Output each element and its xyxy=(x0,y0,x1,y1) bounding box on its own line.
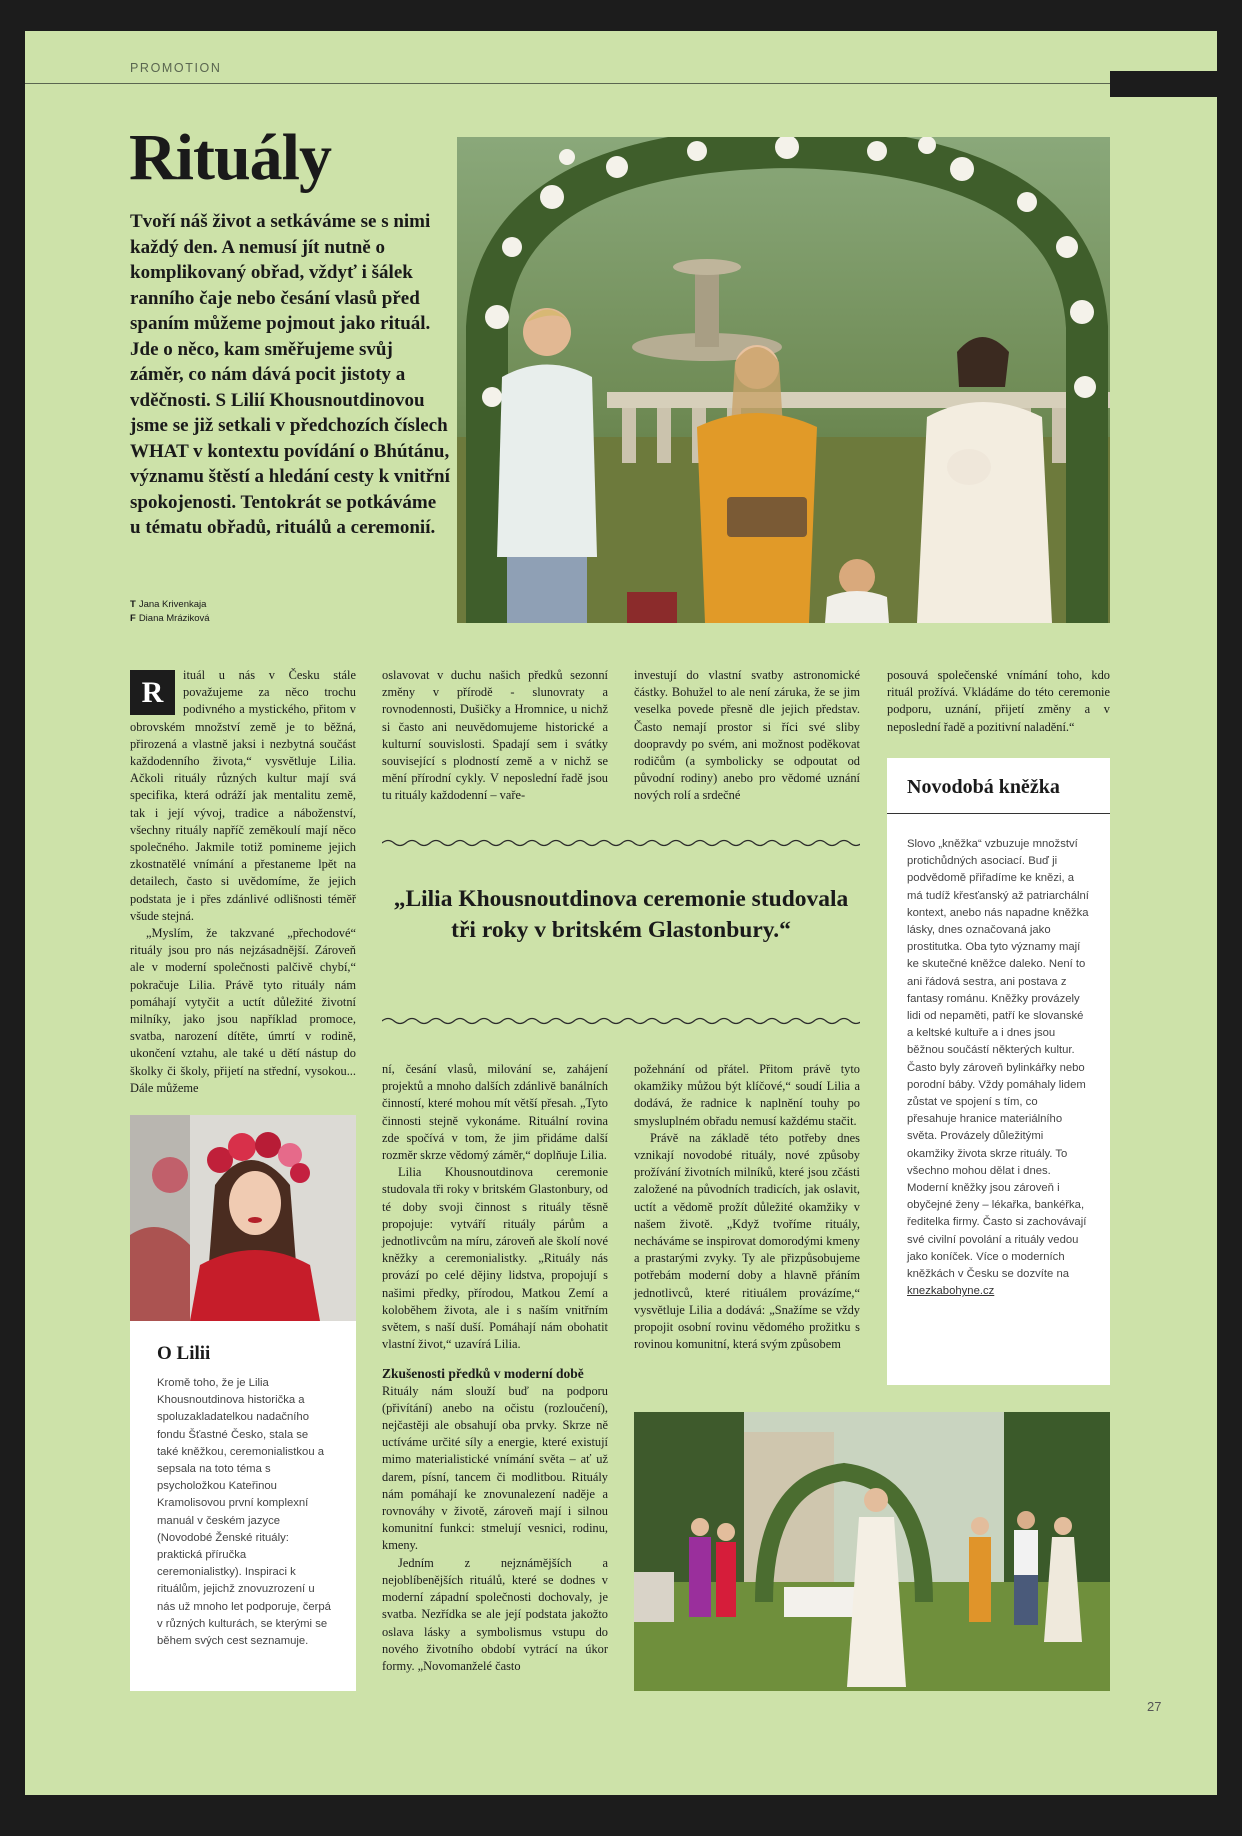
website-link[interactable]: knezkabohyne.cz xyxy=(907,1285,995,1298)
column-1-paragraph-2: „Myslím, že takzvané „přechodové“ rituály jsou pro nás nejzásadnější. Zároveň ale v moderní společnosti palčivě chybí,“ pokračuje Lilia. Právě tyto rituály nám pomáhají vytyčit a uctít důležité životní milníky, jako jsou například promoce, svatba, narození dítěte, úmrtí v rodině, ukončení vztahu, ale také u dětí nástup do školky či školy, přijetí na střední, vysokou... Dále můžeme xyxy=(130,926,356,1095)
header-black-bar xyxy=(1110,71,1217,97)
pull-quote: „Lilia Khousnoutdinova ceremonie studovala tři roky v britském Glastonbury.“ xyxy=(393,886,849,943)
sidebar-left-text: Kromě toho, že je Lilia Khousnoutdinova historička a spoluzakladatelkou nadačního fondu Šťastné Česko, stala se také kněžkou, ceremonialistkou a sepsala na toto téma s psycholožkou Kateřinou Kramolisovou první komplexní manuál v českém jazyce (Novodobé Ženské rituály: praktická příručka ceremonialistky). Inspiraci k rituálům, jejichž znovuzrození u nás už mnoho let podporuje, čerpá v různých kulturách, se kterými se během svých cest seznamuje. xyxy=(157,1377,331,1648)
sidebar-right-text: Slovo „kněžka“ vzbuzuje množství protichůdných asociací. Buď ji podvědomě přiřadíme ke knězi, a má tudíž křesťanský až patriarchální kontext, anebo nás napadne kněžka lásky, dnes označovaná jako prostitutka. Oba tyto významy mají ke skutečné kněžce daleko. Není to ani řádová sestra, ani postava z fantasy románu. Kněžky provázely lidi od nepaměti, patří ke slovanské a keltské kultuře a i dnes jsou běžnou součástí některých kultur. Často byly zároveň bylinkářky nebo porodní báby. Vždy pomáhaly lidem zůstat ve spojení s tím, co přesahuje hranice materiálního světa. Provázely důležitými okamžiky života skrze rituály. To všechno mohou dělat i dnes. Moderní kněžky jsou zároveň i obyčejné ženy – lékařka, bankéřka, ředitelka firmy. Často si zachovávají své civilní povolání a rituály vedou jako koníček. Více o moderních kněžkách v Česku se dozvíte na xyxy=(907,838,1089,1281)
column-3-top-text: investují do vlastní svatby astronomické částky. Bohužel to ale není záruka, že se jim veselka povede přesně dle jejich představ. Často nemají prostor si říci své sliby doopravdy po svém, ani možnost poděkovat rodičům (a symbolicky se odpoutat od původní rodiny) anebo pro vědomé uznání nových rolí a srdečné xyxy=(634,668,860,803)
sidebar-novodoba-knezka xyxy=(887,758,1110,1385)
article-title: Rituály xyxy=(129,121,332,194)
article-column-3-bottom xyxy=(634,1061,860,1353)
sidebar-right-title: Novodobá kněžka xyxy=(887,758,1110,814)
drop-cap: R xyxy=(130,670,175,715)
credit-photo-label: F xyxy=(130,613,136,624)
column-2-paragraph-1: ní, česání vlasů, milování se, zahájení projektů a mnoho dalších zdánlivě banálních činností, které mohou mít větší přesah. „Tyto činnosti stejně vykonáme. Rituální rovina zde spočívá v tom, že jim přidáme další rozměr skrze vědomý záměr,“ doplňuje Lilia. xyxy=(382,1062,608,1163)
article-lead: Tvoří náš život a setkáváme se s nimi každý den. A nemusí jít nutně o komplikovaný obřad, vždyť i šálek ranního čaje nebo česání vlasů před spaním můžeme pojmout jako rituál. Jde o něco, kam směřujeme svůj záměr, co nám dává pocit jistoty a vděčnosti. S Lilií Khousnoutdinovou jsme se již setkali v předchozích číslech WHAT v kontextu povídání o Bhútánu, významu štěstí a hledání cesty k vnitřní spokojenosti. Tentokrát se potkáváme u tématu obřadů, rituálů a ceremonií. xyxy=(130,211,450,538)
wavy-divider-top xyxy=(382,838,860,848)
column-2-paragraph-3: Rituály nám slouží buď na podporu (přivítání) anebo na očistu (rozloučení), nejčastěji ale obsahují oba prvky. Skrze ně uctíváme určité síly a energie, které existují mimo materialistické vnímání světa – ať už darem, písní, tancem či modlitbou. Rituály nám pomáhají ke znovunalezení naděje a rovnováhy v životě, zároveň mají i silnou komunitní funkci: stmelují vesnici, rodinu, kmeny. xyxy=(382,1383,608,1553)
column-2-paragraph-4: Jedním z nejznámějších a nejoblíbenějších rituálů, které se dodnes v moderní západní společnosti dochovaly, je svatba. Nezřídka se ale její podstata jakožto oslava lásky a symbolismus vstupu do nového životního období vytrácí na úkor formy. „Novomanželé často xyxy=(382,1555,608,1673)
column-2-top-text: oslavovat v duchu našich předků sezonní změny v přírodě - slunovraty a rovnodennosti, Dušičky a Hromnice, u nichž si často ani neuvědomujeme historické a kulturní souvislosti. Spadají sem i svátky související s plodností země a v nichž se mění přírodní cykly. V neposlední řadě jsou tu rituály každodenní – vaře- xyxy=(382,668,608,803)
group-photo xyxy=(634,1412,1110,1691)
column-4-top-text: posouvá společenské vnímání toho, kdo rituál prožívá. Vkládáme do této ceremonie podporu, uznání, přijetí změny a v neposlední řadě a pozitivní naladění.“ xyxy=(887,668,1110,734)
article-column-3-top xyxy=(634,667,860,805)
page-number: 27 xyxy=(1147,1699,1162,1714)
hero-photo xyxy=(457,137,1110,623)
column-2-paragraph-2: Lilia Khousnoutdinova ceremonie studovala tři roky v britském Glastonbury, od té doby svoji činnost s rituály těsně propojuje: vytváří rituály párům a jednotlivcům na míru, zároveň ale školí nové kněžky a ceremonialistky. „Rituály nás provází po celé dějiny lidstva, propojují s našimi předky, přírodou, Matkou Zemí a koloběhem života, ale i s naším vnitřním světem, s naší duší. Pomáhají nám obohatit vlastní život,“ uzavírá Lilia. xyxy=(382,1165,608,1352)
sidebar-right-body xyxy=(887,814,1110,1300)
credits xyxy=(130,598,210,626)
column-3-paragraph-2: Právě na základě této potřeby dnes vznikají novodobé rituály, nové způsoby prožívání životních milníků, které jsou zčásti založené na původních tradicích, jak oslavit, uctít a vědomě prožít důležité okamžiky v našem životě. „Když tvoříme rituály, necháváme se inspirovat domorodými kmeny a prastarými zvyky. Ty ale přizpůsobujeme potřebám moderní doby a hlavně přáním jednotlivců, které ritiuálem provázíme,“ vysvětluje Lilia a dodává: „Snažíme se vždy propojit osobní rovinu vědomého prožitku s rovinou komunitní, která svým způsobem xyxy=(634,1130,860,1352)
credit-text-label: T xyxy=(130,599,136,610)
article-column-2-top xyxy=(382,667,608,805)
credit-text-author: Jana Krivenkaja xyxy=(138,599,207,610)
subheading: Zkušenosti předků v moderní době xyxy=(382,1366,584,1382)
column-1-paragraph-1: ituál u nás v Česku stále považujeme za něco trochu podivného a mystického, přitom v obrovském množství země je to běžná, přirozená a vlastně jaksi i nezbytná součást každodenního života,“ vysvětluje Lilia. Ačkoli rituály různých kultur mají svá specifika, která odráží jak mentalitu země, tak i její vývoj, tradice a náboženství, všechny rituály napříč zeměkoulí mají něco společného. Jakmile totiž pomineme jejich zkostnatělé vnímání a přestaneme lpět na detailech, často si uvědomíme, že jejich podstata je i přes zdánlivé odlišnosti téměř všude stejná. xyxy=(130,668,356,923)
sidebar-left-title: O Lilii xyxy=(157,1343,211,1364)
article-column-2-bottom xyxy=(382,1061,608,1675)
header-rule xyxy=(25,83,1110,84)
sidebar-o-lilii xyxy=(130,1321,356,1691)
wavy-divider-bottom xyxy=(382,1016,860,1026)
portrait-photo xyxy=(130,1115,356,1321)
magazine-page xyxy=(25,31,1217,1795)
section-label: PROMOTION xyxy=(130,61,222,75)
credit-photo-author: Diana Mráziková xyxy=(138,613,210,624)
article-column-1 xyxy=(130,667,356,1097)
column-3-paragraph-1: požehnání od přátel. Přitom právě tyto okamžiky můžou být klíčové,“ soudí Lilia a dodává, že radnice k naplnění touhy po smysluplném obřadu nemusí každému stačit. xyxy=(634,1062,860,1128)
article-column-4-top xyxy=(887,667,1110,736)
